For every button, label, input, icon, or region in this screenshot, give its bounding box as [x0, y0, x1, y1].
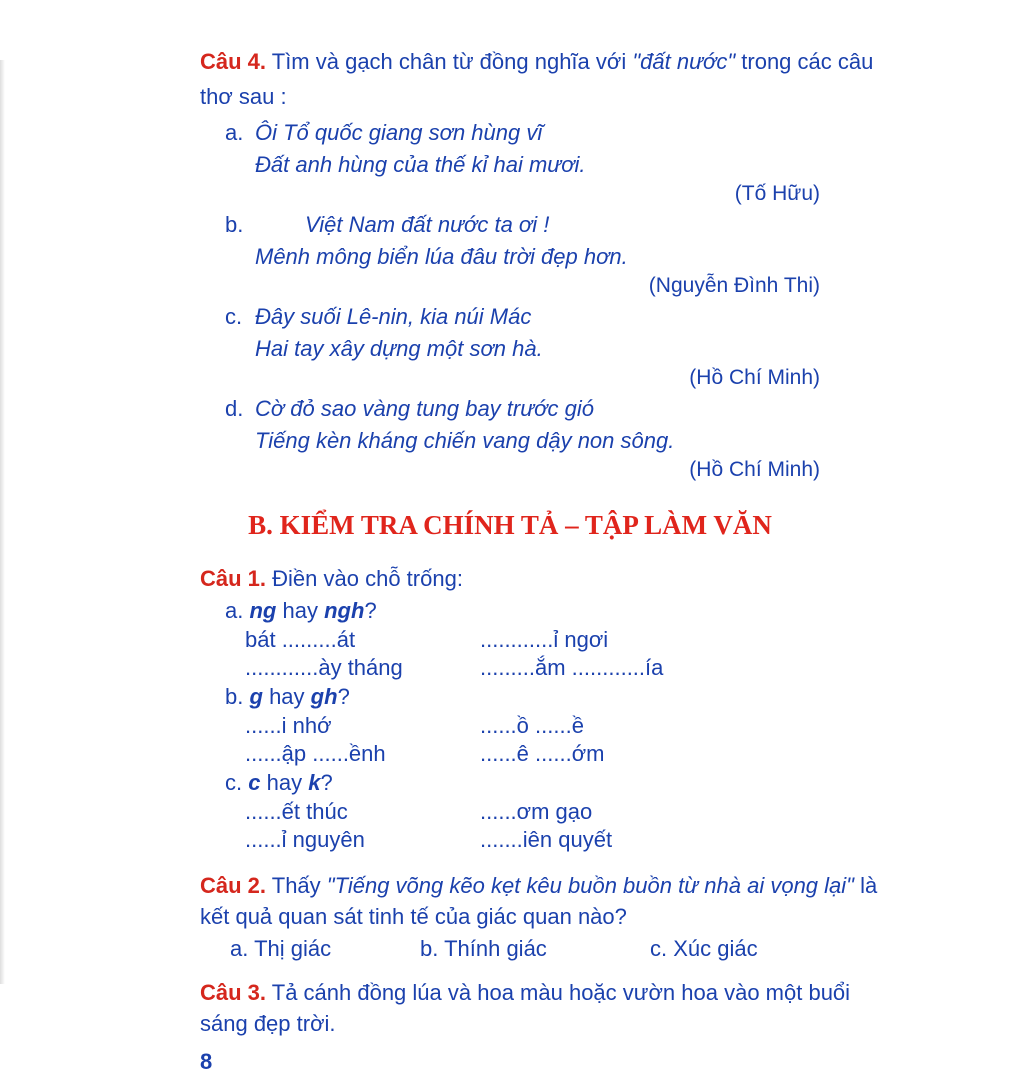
item-marker: c.: [650, 936, 668, 961]
item-marker: c.: [225, 770, 243, 795]
spelling-choice-1: ng: [249, 598, 277, 623]
q1-part-a-blanks: [245, 626, 820, 682]
question-1-text: Điền vào chỗ trống:: [272, 566, 463, 591]
item-marker: a.: [230, 936, 249, 961]
poem-verse: Việt Nam đất nước ta ơi !: [305, 212, 550, 237]
option-label: Thính giác: [444, 936, 547, 961]
question-1-label: Câu 1.: [200, 566, 267, 591]
poem-verse: Đất anh hùng của thế kỉ hai mươi.: [255, 152, 586, 177]
question-2-text-pre: Thấy: [271, 873, 321, 898]
blank-item: .........ắm ............ía: [480, 655, 664, 680]
connector-word: hay: [282, 598, 318, 623]
item-marker: a.: [225, 120, 244, 145]
option-a: [230, 934, 420, 964]
blank-item: ............ỉ ngơi: [480, 627, 609, 652]
question-mark: ?: [337, 684, 350, 709]
poem-item-c: [200, 301, 820, 390]
question-mark: ?: [364, 598, 377, 623]
question-3-label: Câu 3.: [200, 980, 267, 1005]
poem-verse: Cờ đỏ sao vàng tung bay trước gió: [255, 396, 594, 421]
spelling-choice-1: g: [249, 684, 263, 709]
question-3-line2: sáng đẹp trời.: [200, 1011, 336, 1036]
poem-verse: Mênh mông biển lúa đâu trời đẹp hơn.: [255, 244, 628, 269]
poem-verse: Hai tay xây dựng một sơn hà.: [255, 336, 543, 361]
item-marker: a.: [225, 598, 244, 623]
poem-line: [225, 393, 820, 425]
option-label: Xúc giác: [673, 936, 758, 961]
poem-line: [225, 117, 820, 149]
q1-part-b-header: [200, 682, 820, 712]
blank-item: ......ập ......ềnh: [245, 741, 386, 766]
question-4-label: Câu 4.: [200, 49, 267, 74]
poem-line: [225, 301, 820, 333]
item-marker: d.: [225, 396, 244, 421]
question-4-quoted-term: "đất nước": [632, 49, 736, 74]
q1-part-b-blanks: [245, 712, 820, 768]
poem-attribution: (Tố Hữu): [734, 182, 820, 205]
question-1-title: [200, 562, 820, 596]
question-2-line1: [200, 870, 878, 901]
page-content: [200, 44, 878, 1076]
poem-attribution: (Hồ Chí Minh): [689, 366, 820, 389]
question-2: [200, 870, 878, 964]
item-marker: c.: [225, 304, 243, 329]
option-c: [650, 934, 820, 964]
poem-item-a: [200, 117, 820, 206]
question-2-quoted: "Tiếng võng kẽo kẹt kêu buồn buồn từ nhà ai vọng lại": [326, 873, 854, 898]
question-3-text: Tả cánh đồng lúa và hoa màu hoặc vườn hoa vào một buổi: [271, 980, 851, 1005]
poem-line: [225, 209, 820, 241]
question-mark: ?: [320, 770, 333, 795]
q1-part-c-header: [200, 768, 820, 798]
spelling-choice-2: gh: [310, 684, 338, 709]
blank-item: .......iên quyết: [480, 827, 613, 852]
question-4-intro-line1: [200, 44, 874, 79]
question-3-line1: [200, 977, 851, 1008]
q1-part-c-blanks: [245, 798, 820, 854]
section-b-heading: B. KIỂM TRA CHÍNH TẢ – TẬP LÀM VĂN: [248, 510, 772, 540]
question-1: [200, 562, 820, 854]
question-4-intro-line2: thơ sau :: [200, 84, 287, 109]
q1-part-a-header: [200, 596, 820, 626]
blank-item: ......ồ ......ề: [480, 713, 584, 738]
page-number: 8: [200, 1049, 213, 1074]
poem-verse: Tiếng kèn kháng chiến vang dậy non sông.: [255, 428, 675, 453]
poem-item-d: [200, 393, 820, 482]
spelling-choice-2: ngh: [324, 598, 365, 623]
spelling-choice-1: c: [248, 770, 261, 795]
question-4-text-post: trong các câu: [741, 49, 874, 74]
option-label: Thị giác: [254, 936, 332, 961]
option-b: [420, 934, 650, 964]
question-2-text-post: là: [860, 873, 878, 898]
question-2-options: [230, 934, 820, 964]
connector-word: hay: [269, 684, 305, 709]
blank-item: ......i nhớ: [245, 713, 332, 738]
blank-item: bát .........át: [245, 627, 356, 652]
poem-attribution: (Nguyễn Đình Thi): [648, 274, 820, 297]
poem-attribution: (Hồ Chí Minh): [689, 458, 820, 481]
question-4: [200, 44, 874, 482]
question-3: [200, 977, 851, 1039]
item-marker: b.: [225, 212, 244, 237]
blank-item: ......ết thúc: [245, 799, 348, 824]
spelling-choice-2: k: [308, 770, 321, 795]
question-4-text-pre: Tìm và gạch chân từ đồng nghĩa với: [271, 49, 627, 74]
item-marker: b.: [420, 936, 439, 961]
connector-word: hay: [266, 770, 303, 795]
question-2-label: Câu 2.: [200, 873, 267, 898]
blank-item: ............ày tháng: [245, 655, 403, 680]
blank-item: ......ỉ nguyên: [245, 827, 365, 852]
poem-verse: Đây suối Lê-nin, kia núi Mác: [255, 304, 532, 329]
blank-item: ......ơm gạo: [480, 799, 593, 824]
item-marker: b.: [225, 684, 244, 709]
poem-verse: Ôi Tổ quốc giang sơn hùng vĩ: [255, 120, 543, 145]
poem-item-b: [200, 209, 820, 298]
question-2-line2: kết quả quan sát tinh tế của giác quan nào?: [200, 904, 627, 929]
blank-item: ......ê ......ớm: [480, 741, 605, 766]
